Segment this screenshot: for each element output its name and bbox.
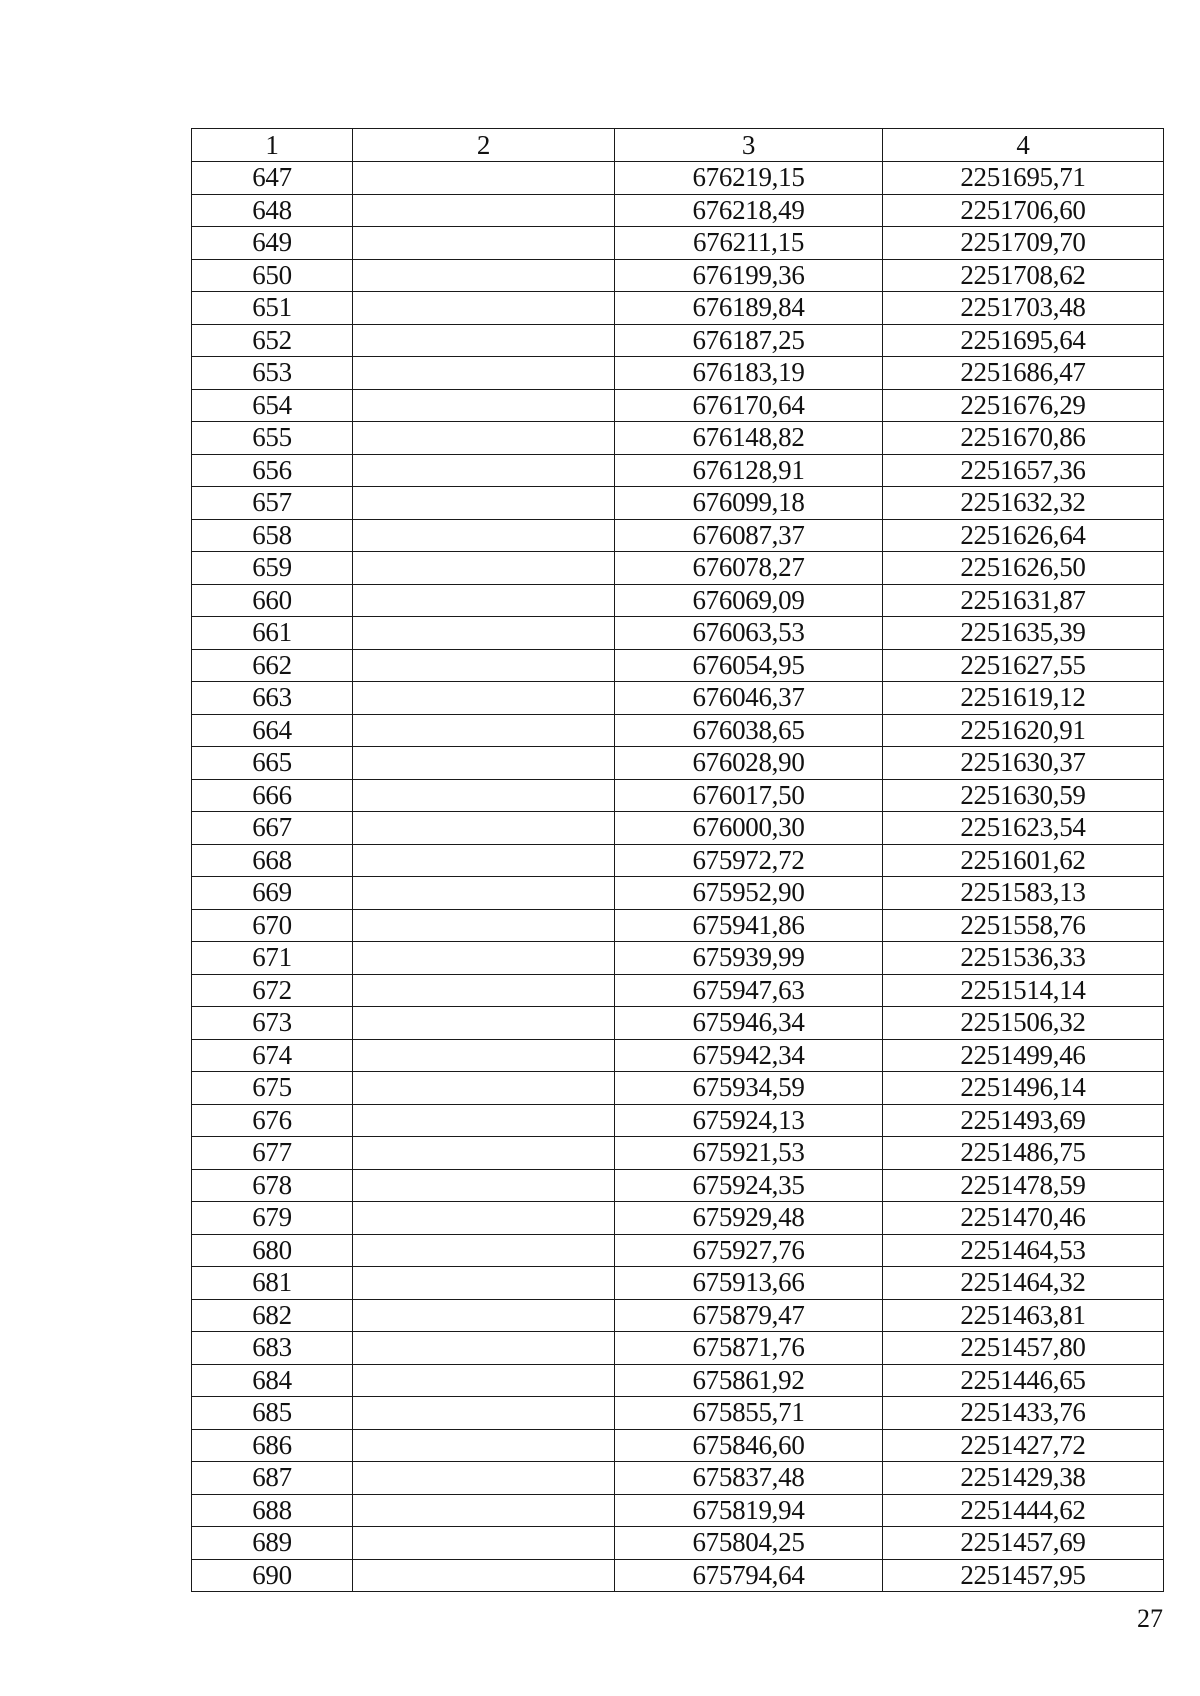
table-cell-col-1: 678 bbox=[192, 1169, 353, 1202]
table-row bbox=[192, 1202, 1164, 1235]
table-cell-col-4: 2251706,60 bbox=[883, 194, 1164, 227]
table-row bbox=[192, 682, 1164, 715]
table-cell-col-2 bbox=[353, 422, 615, 455]
page-number: 27 bbox=[1137, 1604, 1163, 1633]
table-cell-col-1: 667 bbox=[192, 812, 353, 845]
table-cell-col-2 bbox=[353, 454, 615, 487]
table-cell-col-1: 658 bbox=[192, 519, 353, 552]
table-cell-col-2 bbox=[353, 1397, 615, 1430]
table-cell-col-2 bbox=[353, 552, 615, 585]
table-cell-col-2 bbox=[353, 1104, 615, 1137]
table-body bbox=[192, 162, 1164, 1592]
table-row bbox=[192, 1429, 1164, 1462]
table-cell-col-2 bbox=[353, 1267, 615, 1300]
table-cell-col-2 bbox=[353, 1072, 615, 1105]
table-cell-col-2 bbox=[353, 357, 615, 390]
table-cell-col-4: 2251457,95 bbox=[883, 1559, 1164, 1592]
table-cell-col-1: 673 bbox=[192, 1007, 353, 1040]
table-cell-col-3: 675921,53 bbox=[615, 1137, 883, 1170]
table-cell-col-1: 659 bbox=[192, 552, 353, 585]
table-cell-col-3: 675837,48 bbox=[615, 1462, 883, 1495]
table-cell-col-1: 663 bbox=[192, 682, 353, 715]
table-cell-col-1: 652 bbox=[192, 324, 353, 357]
table-cell-col-4: 2251486,75 bbox=[883, 1137, 1164, 1170]
table-cell-col-3: 675947,63 bbox=[615, 974, 883, 1007]
header-row bbox=[192, 129, 1164, 162]
header-col-4: 4 bbox=[883, 129, 1164, 162]
table-cell-col-4: 2251619,12 bbox=[883, 682, 1164, 715]
table-cell-col-3: 675946,34 bbox=[615, 1007, 883, 1040]
table-row bbox=[192, 162, 1164, 195]
table-cell-col-2 bbox=[353, 1234, 615, 1267]
table-cell-col-4: 2251444,62 bbox=[883, 1494, 1164, 1527]
table-cell-col-3: 676028,90 bbox=[615, 747, 883, 780]
table-cell-col-4: 2251657,36 bbox=[883, 454, 1164, 487]
table-cell-col-2 bbox=[353, 194, 615, 227]
table-cell-col-3: 676128,91 bbox=[615, 454, 883, 487]
table-cell-col-4: 2251709,70 bbox=[883, 227, 1164, 260]
table-cell-col-4: 2251626,64 bbox=[883, 519, 1164, 552]
table-cell-col-3: 676017,50 bbox=[615, 779, 883, 812]
table-row bbox=[192, 844, 1164, 877]
table-row bbox=[192, 454, 1164, 487]
table-cell-col-3: 675939,99 bbox=[615, 942, 883, 975]
table-cell-col-4: 2251620,91 bbox=[883, 714, 1164, 747]
table-cell-col-3: 676199,36 bbox=[615, 259, 883, 292]
table-row bbox=[192, 1332, 1164, 1365]
table-cell-col-1: 672 bbox=[192, 974, 353, 1007]
table-cell-col-4: 2251506,32 bbox=[883, 1007, 1164, 1040]
table-cell-col-4: 2251708,62 bbox=[883, 259, 1164, 292]
table-cell-col-2 bbox=[353, 617, 615, 650]
table-cell-col-4: 2251676,29 bbox=[883, 389, 1164, 422]
table-cell-col-2 bbox=[353, 487, 615, 520]
table-row bbox=[192, 1397, 1164, 1430]
table-cell-col-2 bbox=[353, 1137, 615, 1170]
table-cell-col-2 bbox=[353, 1299, 615, 1332]
table-cell-col-4: 2251493,69 bbox=[883, 1104, 1164, 1137]
table-cell-col-1: 666 bbox=[192, 779, 353, 812]
table-cell-col-1: 679 bbox=[192, 1202, 353, 1235]
table-cell-col-4: 2251427,72 bbox=[883, 1429, 1164, 1462]
table-cell-col-2 bbox=[353, 584, 615, 617]
table-cell-col-4: 2251457,69 bbox=[883, 1527, 1164, 1560]
table-cell-col-4: 2251686,47 bbox=[883, 357, 1164, 390]
table-cell-col-2 bbox=[353, 519, 615, 552]
table-row bbox=[192, 1007, 1164, 1040]
table-cell-col-3: 676000,30 bbox=[615, 812, 883, 845]
table-cell-col-3: 675819,94 bbox=[615, 1494, 883, 1527]
table-row bbox=[192, 1364, 1164, 1397]
table-cell-col-4: 2251670,86 bbox=[883, 422, 1164, 455]
table-cell-col-2 bbox=[353, 162, 615, 195]
table-row bbox=[192, 1072, 1164, 1105]
table-cell-col-3: 676218,49 bbox=[615, 194, 883, 227]
table-cell-col-3: 675952,90 bbox=[615, 877, 883, 910]
table-cell-col-2 bbox=[353, 682, 615, 715]
table-cell-col-3: 676170,64 bbox=[615, 389, 883, 422]
table-cell-col-3: 676054,95 bbox=[615, 649, 883, 682]
table-cell-col-4: 2251514,14 bbox=[883, 974, 1164, 1007]
table-cell-col-2 bbox=[353, 1007, 615, 1040]
table-cell-col-4: 2251630,37 bbox=[883, 747, 1164, 780]
table-row bbox=[192, 422, 1164, 455]
table-cell-col-2 bbox=[353, 877, 615, 910]
table-cell-col-2 bbox=[353, 747, 615, 780]
table-cell-col-1: 669 bbox=[192, 877, 353, 910]
table-row bbox=[192, 1039, 1164, 1072]
table-cell-col-1: 676 bbox=[192, 1104, 353, 1137]
table-row bbox=[192, 747, 1164, 780]
table-cell-col-3: 676099,18 bbox=[615, 487, 883, 520]
table-cell-col-1: 677 bbox=[192, 1137, 353, 1170]
table-cell-col-3: 675794,64 bbox=[615, 1559, 883, 1592]
table-row bbox=[192, 877, 1164, 910]
table-cell-col-2 bbox=[353, 1039, 615, 1072]
table-cell-col-1: 653 bbox=[192, 357, 353, 390]
table-cell-col-4: 2251635,39 bbox=[883, 617, 1164, 650]
table-header bbox=[192, 129, 1164, 162]
table-cell-col-4: 2251429,38 bbox=[883, 1462, 1164, 1495]
table-row bbox=[192, 1299, 1164, 1332]
table-cell-col-3: 675942,34 bbox=[615, 1039, 883, 1072]
table-cell-col-1: 680 bbox=[192, 1234, 353, 1267]
table-cell-col-4: 2251631,87 bbox=[883, 584, 1164, 617]
coordinates-table bbox=[191, 128, 1164, 1592]
table-row bbox=[192, 1104, 1164, 1137]
table-cell-col-1: 687 bbox=[192, 1462, 353, 1495]
table-cell-col-2 bbox=[353, 1429, 615, 1462]
table-cell-col-3: 675927,76 bbox=[615, 1234, 883, 1267]
table-row bbox=[192, 974, 1164, 1007]
table-cell-col-1: 668 bbox=[192, 844, 353, 877]
table-cell-col-1: 657 bbox=[192, 487, 353, 520]
table-cell-col-3: 675879,47 bbox=[615, 1299, 883, 1332]
table-cell-col-1: 662 bbox=[192, 649, 353, 682]
table-cell-col-4: 2251478,59 bbox=[883, 1169, 1164, 1202]
table-row bbox=[192, 194, 1164, 227]
table-row bbox=[192, 584, 1164, 617]
table-row bbox=[192, 1494, 1164, 1527]
table-cell-col-3: 676148,82 bbox=[615, 422, 883, 455]
table-row bbox=[192, 519, 1164, 552]
table-cell-col-4: 2251583,13 bbox=[883, 877, 1164, 910]
table-cell-col-3: 675934,59 bbox=[615, 1072, 883, 1105]
table-cell-col-1: 675 bbox=[192, 1072, 353, 1105]
table-cell-col-4: 2251470,46 bbox=[883, 1202, 1164, 1235]
table-cell-col-4: 2251695,71 bbox=[883, 162, 1164, 195]
table-cell-col-2 bbox=[353, 909, 615, 942]
table-cell-col-4: 2251695,64 bbox=[883, 324, 1164, 357]
table-cell-col-2 bbox=[353, 714, 615, 747]
table-row bbox=[192, 552, 1164, 585]
table-cell-col-1: 688 bbox=[192, 1494, 353, 1527]
table-cell-col-3: 675871,76 bbox=[615, 1332, 883, 1365]
table-cell-col-1: 674 bbox=[192, 1039, 353, 1072]
table-cell-col-3: 675804,25 bbox=[615, 1527, 883, 1560]
table-cell-col-1: 682 bbox=[192, 1299, 353, 1332]
table-cell-col-1: 685 bbox=[192, 1397, 353, 1430]
table-cell-col-1: 650 bbox=[192, 259, 353, 292]
table-cell-col-4: 2251496,14 bbox=[883, 1072, 1164, 1105]
table-row bbox=[192, 259, 1164, 292]
table-row bbox=[192, 1137, 1164, 1170]
table-row bbox=[192, 714, 1164, 747]
header-col-2: 2 bbox=[353, 129, 615, 162]
table-cell-col-3: 676187,25 bbox=[615, 324, 883, 357]
table-cell-col-1: 665 bbox=[192, 747, 353, 780]
table-cell-col-4: 2251464,53 bbox=[883, 1234, 1164, 1267]
table-cell-col-2 bbox=[353, 324, 615, 357]
table-cell-col-3: 676046,37 bbox=[615, 682, 883, 715]
table-cell-col-4: 2251464,32 bbox=[883, 1267, 1164, 1300]
table-cell-col-4: 2251623,54 bbox=[883, 812, 1164, 845]
table-row bbox=[192, 389, 1164, 422]
table-row bbox=[192, 292, 1164, 325]
table-row bbox=[192, 1559, 1164, 1592]
table-cell-col-3: 676038,65 bbox=[615, 714, 883, 747]
table-cell-col-2 bbox=[353, 227, 615, 260]
table-cell-col-4: 2251627,55 bbox=[883, 649, 1164, 682]
table-cell-col-1: 649 bbox=[192, 227, 353, 260]
table-cell-col-4: 2251433,76 bbox=[883, 1397, 1164, 1430]
table-row bbox=[192, 487, 1164, 520]
table-row bbox=[192, 812, 1164, 845]
table-cell-col-2 bbox=[353, 649, 615, 682]
table-row bbox=[192, 942, 1164, 975]
table-row bbox=[192, 909, 1164, 942]
table-cell-col-2 bbox=[353, 1462, 615, 1495]
table-cell-col-1: 689 bbox=[192, 1527, 353, 1560]
table-cell-col-3: 675913,66 bbox=[615, 1267, 883, 1300]
table-cell-col-3: 676087,37 bbox=[615, 519, 883, 552]
table-cell-col-3: 676183,19 bbox=[615, 357, 883, 390]
table-cell-col-2 bbox=[353, 1332, 615, 1365]
table-cell-col-4: 2251632,32 bbox=[883, 487, 1164, 520]
table-cell-col-3: 676078,27 bbox=[615, 552, 883, 585]
table-cell-col-4: 2251463,81 bbox=[883, 1299, 1164, 1332]
table-cell-col-1: 664 bbox=[192, 714, 353, 747]
table-row bbox=[192, 357, 1164, 390]
table-cell-col-2 bbox=[353, 779, 615, 812]
table-cell-col-2 bbox=[353, 942, 615, 975]
table-row bbox=[192, 324, 1164, 357]
table-cell-col-1: 656 bbox=[192, 454, 353, 487]
table-cell-col-4: 2251601,62 bbox=[883, 844, 1164, 877]
table-cell-col-1: 671 bbox=[192, 942, 353, 975]
table-row bbox=[192, 1234, 1164, 1267]
table-cell-col-3: 676211,15 bbox=[615, 227, 883, 260]
table-cell-col-3: 676189,84 bbox=[615, 292, 883, 325]
table-row bbox=[192, 227, 1164, 260]
table-cell-col-1: 661 bbox=[192, 617, 353, 650]
table-row bbox=[192, 779, 1164, 812]
table-cell-col-4: 2251446,65 bbox=[883, 1364, 1164, 1397]
table-cell-col-3: 675924,13 bbox=[615, 1104, 883, 1137]
table-cell-col-3: 676219,15 bbox=[615, 162, 883, 195]
table-cell-col-1: 670 bbox=[192, 909, 353, 942]
table-cell-col-1: 690 bbox=[192, 1559, 353, 1592]
table-cell-col-1: 660 bbox=[192, 584, 353, 617]
table-cell-col-4: 2251630,59 bbox=[883, 779, 1164, 812]
table-cell-col-2 bbox=[353, 812, 615, 845]
table-cell-col-2 bbox=[353, 1559, 615, 1592]
table-cell-col-2 bbox=[353, 1169, 615, 1202]
table-cell-col-2 bbox=[353, 259, 615, 292]
table-cell-col-2 bbox=[353, 1364, 615, 1397]
table-cell-col-1: 651 bbox=[192, 292, 353, 325]
table-cell-col-1: 648 bbox=[192, 194, 353, 227]
table-cell-col-3: 675861,92 bbox=[615, 1364, 883, 1397]
table-row bbox=[192, 1267, 1164, 1300]
header-col-3: 3 bbox=[615, 129, 883, 162]
table-cell-col-3: 675929,48 bbox=[615, 1202, 883, 1235]
table-cell-col-2 bbox=[353, 974, 615, 1007]
table-cell-col-1: 684 bbox=[192, 1364, 353, 1397]
table-cell-col-4: 2251457,80 bbox=[883, 1332, 1164, 1365]
table-cell-col-1: 655 bbox=[192, 422, 353, 455]
table-row bbox=[192, 1169, 1164, 1202]
table-cell-col-2 bbox=[353, 389, 615, 422]
table-cell-col-3: 675972,72 bbox=[615, 844, 883, 877]
table-cell-col-2 bbox=[353, 292, 615, 325]
table-row bbox=[192, 617, 1164, 650]
table-cell-col-1: 683 bbox=[192, 1332, 353, 1365]
table-cell-col-1: 686 bbox=[192, 1429, 353, 1462]
table-cell-col-2 bbox=[353, 844, 615, 877]
table-row bbox=[192, 1462, 1164, 1495]
table-cell-col-4: 2251703,48 bbox=[883, 292, 1164, 325]
table-cell-col-4: 2251558,76 bbox=[883, 909, 1164, 942]
header-col-1: 1 bbox=[192, 129, 353, 162]
table-cell-col-3: 675855,71 bbox=[615, 1397, 883, 1430]
table-cell-col-3: 675941,86 bbox=[615, 909, 883, 942]
table-cell-col-3: 675924,35 bbox=[615, 1169, 883, 1202]
table-cell-col-1: 681 bbox=[192, 1267, 353, 1300]
table-cell-col-1: 647 bbox=[192, 162, 353, 195]
table-cell-col-4: 2251499,46 bbox=[883, 1039, 1164, 1072]
table-cell-col-2 bbox=[353, 1202, 615, 1235]
table-row bbox=[192, 1527, 1164, 1560]
table-cell-col-4: 2251626,50 bbox=[883, 552, 1164, 585]
table-cell-col-3: 675846,60 bbox=[615, 1429, 883, 1462]
table-cell-col-4: 2251536,33 bbox=[883, 942, 1164, 975]
table-cell-col-3: 676063,53 bbox=[615, 617, 883, 650]
table-cell-col-1: 654 bbox=[192, 389, 353, 422]
table-cell-col-2 bbox=[353, 1494, 615, 1527]
table-cell-col-3: 676069,09 bbox=[615, 584, 883, 617]
table-row bbox=[192, 649, 1164, 682]
table-cell-col-2 bbox=[353, 1527, 615, 1560]
